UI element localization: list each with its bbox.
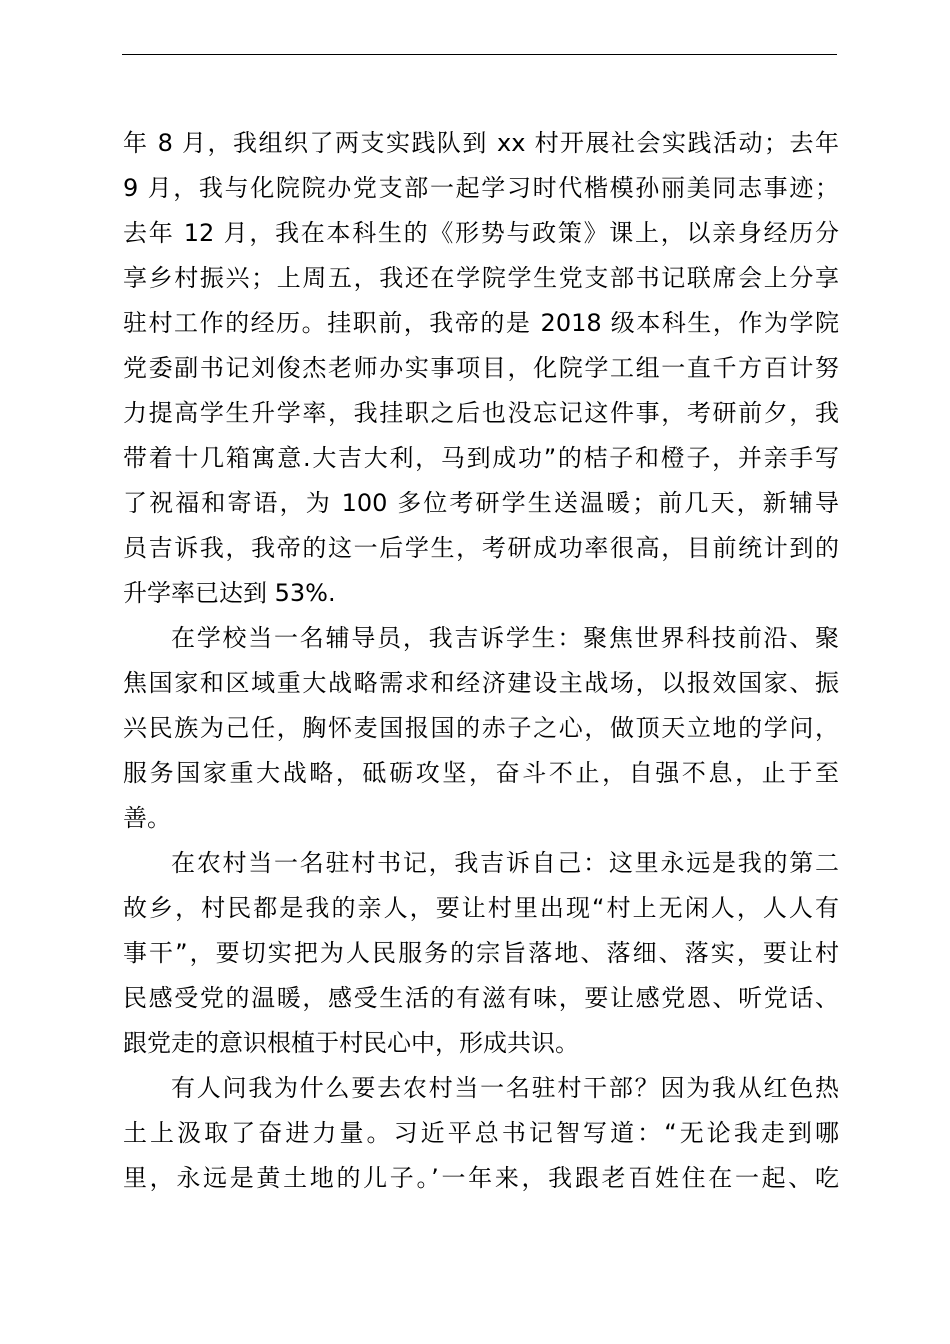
text-line: 里，永远是黄土地的儿子。’一年来，我跟老百姓住在一起、吃 — [123, 1164, 839, 1192]
text-line: 年 8 月，我组织了两支实践队到 xx 村开展社会实践活动；去年 — [123, 129, 839, 157]
text-line: 焦国家和区域重大战略需求和经济建设主战场，以报效国家、振 — [123, 669, 839, 697]
text-line: 带着十几箱寓意.大吉大利，马到成功”的桔子和橙子，并亲手写 — [123, 444, 839, 472]
text-line: 员吉诉我，我帝的这一后学生，考研成功率很高，目前统计到的 — [123, 534, 839, 562]
paragraph — [123, 121, 839, 616]
text-line: 有人问我为什么要去农村当一名驻村干部？因为我从红色热 — [171, 1074, 839, 1102]
header-rule — [122, 54, 837, 55]
paragraph — [123, 841, 839, 1066]
paragraph — [123, 616, 839, 841]
text-line: 党委副书记刘俊杰老师办实事项目，化院学工组一直千方百计努 — [123, 354, 839, 382]
text-line: 驻村工作的经历。挂职前，我帝的是 2018 级本科生，作为学院 — [123, 309, 839, 337]
text-line: 土上汲取了奋进力量。习近平总书记智写道：“无论我走到哪 — [123, 1119, 839, 1147]
text-line: 去年 12 月，我在本科生的《形势与政策》课上，以亲身经历分 — [123, 219, 839, 247]
text-line: 力提高学生升学率，我挂职之后也没忘记这件事，考研前夕，我 — [123, 399, 839, 427]
text-line: 民感受党的温暖，感受生活的有滋有味，要让感党恩、听党话、 — [123, 984, 839, 1012]
text-line: 9 月，我与化院院办党支部一起学习时代楷模孙丽美同志事迹； — [123, 174, 839, 202]
text-line: 事干”，要切实把为人民服务的宗旨落地、落细、落实，要让村 — [123, 939, 839, 967]
text-line: 服务国家重大战略，砥砺攻坚，奋斗不止，自强不息，止于至 — [123, 759, 839, 787]
text-line: 故乡，村民都是我的亲人，要让村里出现“村上无闲人，人人有 — [123, 894, 839, 922]
text-line: 升学率已达到 53%. — [123, 579, 336, 607]
document-body — [123, 121, 839, 1201]
text-line: 跟党走的意识根植于村民心中，形成共识。 — [123, 1029, 579, 1057]
text-line: 善。 — [123, 804, 171, 832]
text-line: 了祝福和寄语，为 100 多位考研学生送温暖；前几天，新辅导 — [123, 489, 839, 517]
text-line: 享乡村振兴；上周五，我还在学院学生党支部书记联席会上分享 — [123, 264, 839, 292]
text-line: 在农村当一名驻村书记，我吉诉自己：这里永远是我的第二 — [171, 849, 839, 877]
paragraph — [123, 1066, 839, 1201]
text-line: 兴民族为己任，胸怀麦国报国的赤子之心，做顶天立地的学问， — [123, 714, 839, 742]
text-line: 在学校当一名辅导员，我吉诉学生：聚焦世界科技前沿、聚 — [171, 624, 839, 652]
